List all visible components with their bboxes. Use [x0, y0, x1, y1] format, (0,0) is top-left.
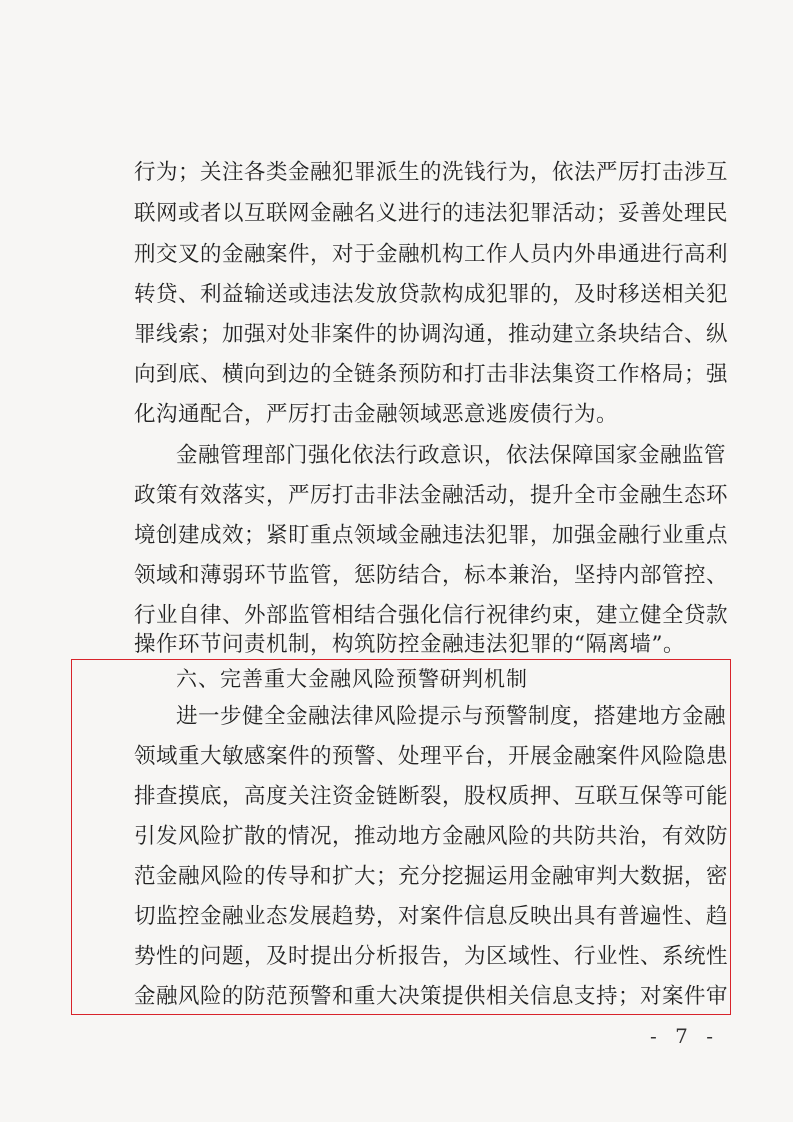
text-line: 刑交叉的金融案件，对于金融机构工作人员内外串通进行高利 — [134, 242, 729, 267]
text-line: 金融风险的防范预警和重大决策提供相关信息支持；对案件审 — [134, 984, 729, 1009]
text-line: 金融管理部门强化依法行政意识，依法保障国家金融监管 — [176, 443, 727, 468]
text-line: 范金融风险的传导和扩大；充分挖掘运用金融审判大数据，密 — [134, 864, 729, 889]
text-line: 进一步健全金融法律风险提示与预警制度，搭建地方金融 — [176, 704, 727, 729]
text-line: 领域重大敏感案件的预警、处理平台，开展金融案件风险隐患 — [134, 744, 729, 769]
text-line: 转贷、利益输送或违法发放贷款构成犯罪的，及时移送相关犯 — [134, 282, 729, 307]
text-line: 境创建成效；紧盯重点领域金融违法犯罪，加强金融行业重点 — [134, 523, 729, 548]
text-line: 引发风险扩散的情况，推动地方金融风险的共防共治，有效防 — [134, 824, 729, 849]
text-line: 联网或者以互联网金融名义进行的违法犯罪活动；妥善处理民 — [134, 201, 729, 226]
text-line: 操作环节问责机制，构筑防控金融违法犯罪的“隔离墙”。 — [134, 632, 685, 657]
text-line: 化沟通配合，严厉打击金融领域恶意逃废债行为。 — [134, 402, 619, 427]
text-line: 行为；关注各类金融犯罪派生的洗钱行为，依法严厉打击涉互 — [134, 160, 729, 185]
text-line: 势性的问题，及时提出分析报告，为区域性、行业性、系统性 — [134, 944, 729, 969]
text-line: 政策有效落实，严厉打击非法金融活动，提升全市金融生态环 — [134, 483, 729, 508]
text-line: 向到底、横向到边的全链条预防和打击非法集资工作格局；强 — [134, 362, 729, 387]
section-heading: 六、完善重大金融风险预警研判机制 — [176, 667, 528, 691]
text-line: 行业自律、外部监管相结合强化信行祝律约束，建立健全贷款 — [134, 603, 729, 628]
text-line: 罪线索；加强对处非案件的协调沟通，推动建立条块结合、纵 — [134, 322, 729, 347]
text-line: 切监控金融业态发展趋势，对案件信息反映出具有普遍性、趋 — [134, 904, 729, 929]
text-line: 领域和薄弱环节监管，惩防结合，标本兼治，坚持内部管控、 — [134, 563, 729, 588]
page-number: - 7 - — [650, 1024, 719, 1048]
text-line: 排查摸底，高度关注资金链断裂，股权质押、互联互保等可能 — [134, 784, 729, 809]
